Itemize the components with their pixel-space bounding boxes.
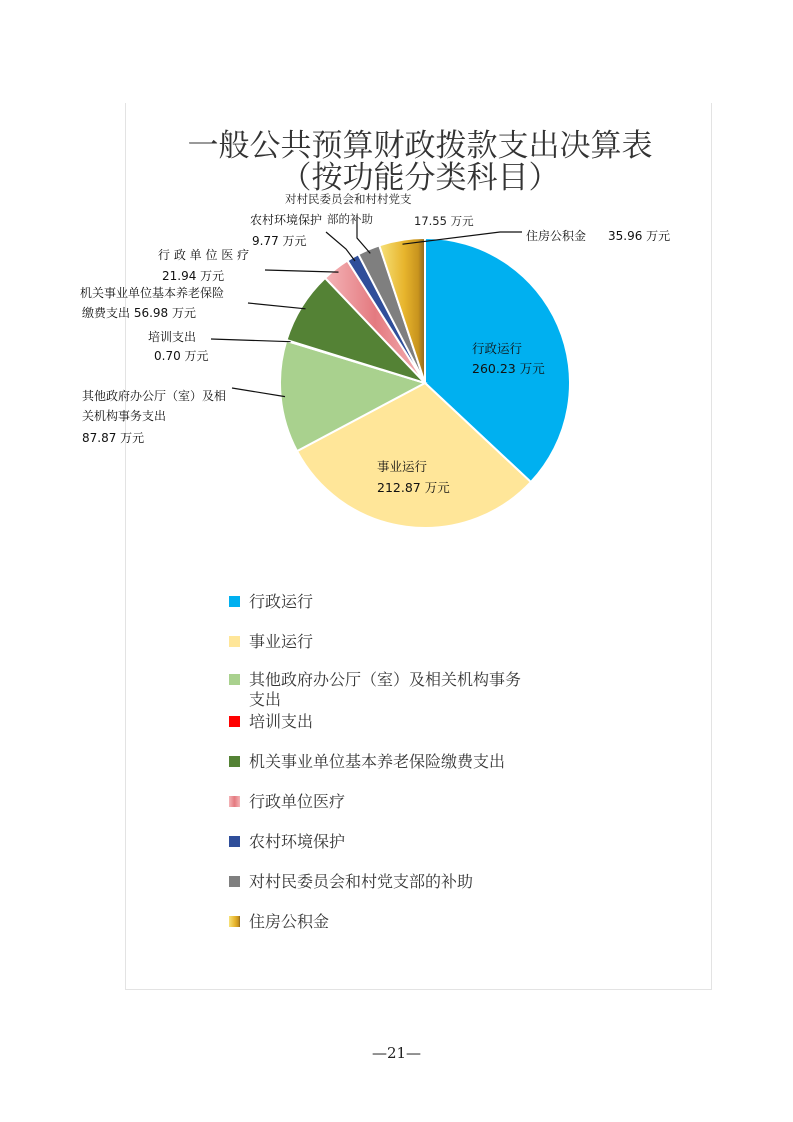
leader-line-5 [248,303,306,309]
data-label-7 [250,212,322,248]
chart-subtitle: （按功能分类科目） [280,160,560,196]
data-label-5 [80,285,224,320]
data-label-line: 缴费支出 56.98 万元 [82,306,196,320]
legend-label-line: 培训支出 [249,712,314,731]
data-label-line: 35.96 万元 [608,229,671,243]
legend-label-9 [249,912,329,931]
data-label-3 [82,388,226,445]
legend-swatch-3 [229,674,240,685]
page-number: —21— [371,1044,422,1062]
data-label-line: 住房公积金 [526,229,587,243]
legend-label-line: 机关事业单位基本养老保险缴费支出 [249,752,506,771]
legend-label-5 [249,752,505,771]
data-label-line: 机关事业单位基本养老保险 [80,286,225,300]
legend-label-line: 事业运行 [249,632,314,651]
legend-label-3 [249,670,521,709]
data-label-line: 其他政府办公厅（室）及相 [82,389,227,403]
legend-label-7 [249,832,345,851]
legend-swatch-6 [229,796,240,807]
legend-label-1 [249,592,313,611]
legend-label-2 [249,632,313,651]
data-label-line: 关机构事务支出 [82,409,167,423]
data-label-line: 农村环境保护 [250,213,323,227]
data-label-line: 21.94 万元 [162,269,225,283]
legend-swatch-2 [229,636,240,647]
data-label-line: 260.23 万元 [472,361,545,376]
legend-label-4 [249,712,313,731]
legend-swatch-7 [229,836,240,847]
data-label-6 [158,247,249,283]
data-label-line: 0.70 万元 [154,349,209,363]
legend-label-line: 行政运行 [249,592,314,611]
data-label-line: 事业运行 [377,459,428,474]
data-label-line: 87.87 万元 [82,431,145,445]
legend-swatch-9 [229,916,240,927]
legend-swatch-5 [229,756,240,767]
legend-swatch-8 [229,876,240,887]
legend-label-line: 住房公积金 [249,912,330,931]
legend-label-line: 支出 [249,690,282,709]
data-label-4 [148,329,209,363]
leader-line-3 [232,388,285,397]
data-label-line: 行 政 单 位 医 疗 [158,248,250,262]
legend-swatch-1 [229,596,240,607]
leader-line-4 [211,339,291,342]
data-label-line: 对村民委员会和村村党支 [285,192,412,206]
leader-line-7 [326,232,355,261]
legend-swatch-4 [229,716,240,727]
data-label-line: 部的补助 [327,212,373,226]
data-label-9 [526,228,670,243]
data-label-line: 行政运行 [472,341,523,356]
legend-label-line: 对村民委员会和村党支部的补助 [249,872,474,891]
legend-label-line: 农村环境保护 [249,832,346,851]
data-label-line: 212.87 万元 [377,480,450,495]
legend-label-line: 行政单位医疗 [249,792,346,811]
data-label-line: 17.55 万元 [414,214,474,228]
legend-label-line: 其他政府办公厅（室）及相关机构事务 [249,670,522,689]
chart-title: 一般公共预算财政拨款支出决算表 [187,128,653,164]
data-label-line: 9.77 万元 [252,234,307,248]
legend-label-6 [249,792,345,811]
legend-label-8 [249,872,473,891]
data-label-line: 培训支出 [148,330,197,344]
legend [229,592,521,931]
leader-line-6 [265,270,339,272]
